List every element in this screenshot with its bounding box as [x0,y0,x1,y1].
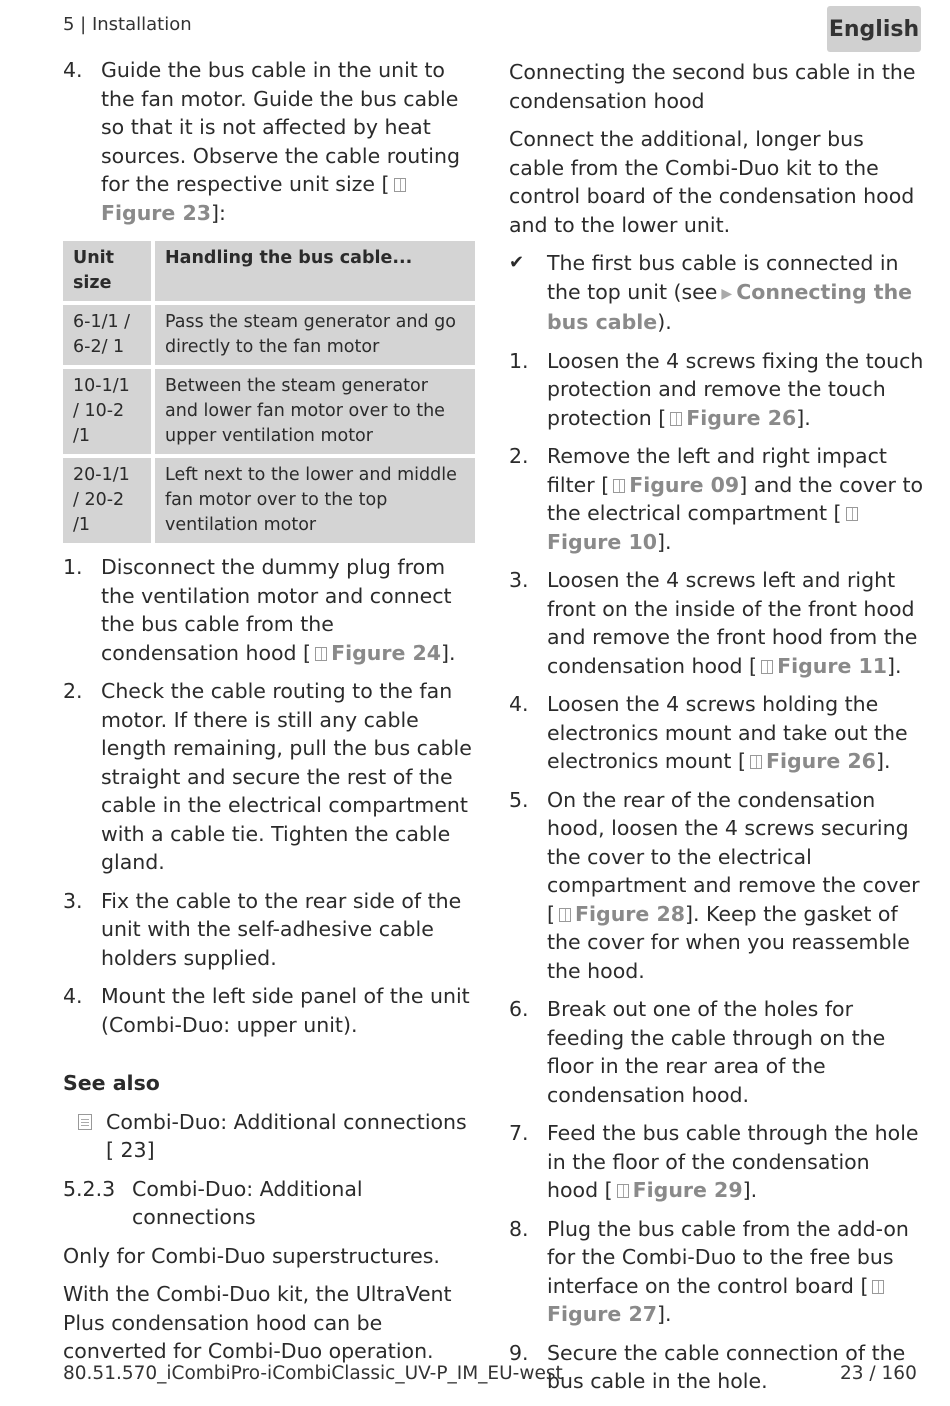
step-number: 4. [509,692,529,716]
step-number: 3. [63,888,83,913]
precondition-body: The first bus cable is connected in the top unit (see [547,251,899,304]
subheading: Connecting the second bus cable in the condensation hood [509,60,916,113]
see-also-item[interactable] [63,1108,475,1165]
column-header: Handling the bus cable... [155,241,475,301]
footer-document-id: 80.51.570_iCombiPro-iCombiClassic_UV-P_IM_EU-west [63,1363,563,1384]
step-8 [509,1215,924,1329]
step-text [547,347,924,433]
step-body: Check the cable routing to the fan motor. If there is still any cable length remaining, pull the bus cable straight and secure the rest of the cable in the electrical compartment with a cable tie. Tighten the cable gland. [101,679,472,874]
step-1 [63,553,475,667]
step-number: 8. [509,1216,529,1241]
figure-link[interactable]: Figure 28 [575,901,685,926]
running-header-section: 5 | Installation [63,14,192,35]
document-icon [78,1114,92,1130]
step-body: Loosen the 4 screws left and right front on the inside of the front hood and remove the front hood from the condensation hood [ [547,568,918,678]
figure-book-icon [559,908,571,922]
unit-size-table [59,237,479,547]
left-column [63,56,475,1376]
precondition-text [547,249,924,337]
figure-book-icon [613,479,625,493]
step-text [547,690,924,776]
step-text [547,442,924,556]
step-text [101,56,475,227]
figure-book-icon [394,178,406,192]
step-body: Loosen the 4 screws holding the electronics mount and take out the electronics mount [ [547,692,908,773]
figure-link[interactable]: Figure 29 [632,1178,743,1202]
step-body: Feed the bus cable through the hole in the floor of the condensation hood [ [547,1121,919,1202]
step-body: Guide the bus cable in the unit to the fan motor. Guide the bus cable so that it is not affected by heat sources. Observe the cable routing for the respective unit size [ [101,58,461,196]
step-tail: ]: [210,200,226,225]
step-number: 5. [509,787,529,812]
step-6 [509,995,924,1109]
step-body: Break out one of the holes for feeding the cable through on the floor in the rear area of the condensation hood. [547,997,886,1107]
figure-link[interactable]: Figure 10 [547,529,657,554]
figure-book-icon [617,1184,629,1198]
table-row [63,369,475,454]
link-arrow-icon: ▶ [721,285,733,302]
step-text [547,566,924,680]
step-number: 9. [509,1340,529,1365]
precondition [509,249,924,337]
step-tail: ]. [875,749,891,773]
step-number: 7. [509,1121,529,1145]
step-number: 1. [509,348,529,373]
step-tail: ]. [887,653,902,678]
see-also-heading: See also [63,1071,160,1095]
step-4 [63,982,475,1039]
step-tail: ] and the cover to the electrical compartment [ [547,472,924,525]
paragraph: Only for Combi-Duo superstructures. [63,1243,440,1268]
step-body: Remove the left and right impact filter [ [547,444,887,497]
column-header: Unit size [63,241,151,301]
step-body: Secure the cable connection of the bus cable in the hole. [547,1340,906,1393]
step-text [547,1119,924,1205]
table-cell: Pass the steam generator and go directly to the fan motor [155,305,475,365]
right-column [509,58,924,1406]
table-row [63,458,475,543]
see-also-link[interactable] [106,1108,467,1165]
language-badge: English [827,6,921,52]
step-number: 1. [63,555,83,579]
paragraph: With the Combi-Duo kit, the UltraVent Plus condensation hood can be converted for Combi-Duo operation. [63,1282,452,1363]
step-2 [63,677,475,877]
step-3 [63,887,475,973]
step-number: 4. [63,58,83,82]
section-title: Combi-Duo: Additional connections [132,1176,363,1229]
step-tail: ]. [742,1178,758,1202]
figure-link[interactable]: Figure 24 [331,640,442,665]
figure-link[interactable]: Figure 11 [777,653,888,678]
see-also-page-ref: [ 23] [106,1138,155,1162]
step-text [547,786,924,986]
table-cell: Between the steam generator and lower fan motor over to the upper ventilation motor [155,369,475,454]
paragraph: Connect the additional, longer bus cable from the Combi-Duo kit to the control board of the condensation hood and to the lower unit. [509,127,915,237]
figure-book-icon [750,755,762,769]
footer-page-number: 23 / 160 [840,1363,917,1384]
step-body: Disconnect the dummy plug from the ventilation motor and connect the bus cable from the condensation hood [ [101,555,452,665]
step-number: 2. [63,679,83,703]
figure-link[interactable]: Figure 23 [101,200,211,225]
step-4 [509,690,924,776]
table-header-row [63,241,475,301]
step-tail: ]. [656,529,672,554]
step-number: 3. [509,568,529,592]
figure-link[interactable]: Figure 26 [765,749,876,773]
step-1 [509,347,924,433]
figure-book-icon [315,647,327,661]
step-5 [509,786,924,986]
step-2 [509,442,924,556]
see-also-link-text: Combi-Duo: Additional connections [106,1109,467,1134]
figure-book-icon [872,1280,884,1294]
precondition-tail: ). [657,310,672,334]
step-text [547,1215,924,1329]
table-cell: 10-1/1 / 10-2 /1 [63,369,151,454]
figure-book-icon [846,507,858,521]
step-tail: ]. [656,1302,672,1326]
step-number: 2. [509,444,529,468]
step-body: On the rear of the condensation hood, loosen the 4 screws securing the cover to the electrical compartment and remove the cover [ [547,787,920,926]
step-number: 6. [509,997,529,1021]
step-tail: ]. [796,405,811,430]
checkmark-icon: ✔ [509,252,525,273]
section-link[interactable]: Connecting the bus cable [547,279,913,334]
figure-link[interactable]: Figure 26 [686,405,797,430]
table-cell: 20-1/1 / 20-2 /1 [63,458,151,543]
step-body: Mount the left side panel of the unit (Combi-Duo: upper unit). [101,984,470,1037]
step-tail: ]. Keep the gasket of the cover for when you reassemble the hood. [547,901,910,983]
figure-link[interactable]: Figure 09 [629,472,740,497]
step-text [101,553,475,667]
step-7 [509,1119,924,1205]
table-row [63,305,475,365]
section-number: 5.2.3 [63,1176,116,1201]
section-heading [63,1175,475,1232]
step-4-intro [63,56,475,227]
figure-book-icon [761,660,773,674]
figure-link[interactable]: Figure 27 [547,1302,657,1326]
table-cell: 6-1/1 / 6-2/ 1 [63,305,151,365]
table-cell: Left next to the lower and middle fan motor over to the top ventilation motor [155,458,475,543]
figure-book-icon [670,412,682,426]
step-tail: ]. [441,640,456,665]
step-3 [509,566,924,680]
step-number: 4. [63,984,83,1008]
step-body: Plug the bus cable from the add-on for the Combi-Duo to the free bus interface on the control board [ [547,1216,909,1298]
step-body: Loosen the 4 screws fixing the touch protection and remove the touch protection [ [547,348,924,430]
step-body: Fix the cable to the rear side of the unit with the self-adhesive cable holders supplied. [101,888,462,970]
